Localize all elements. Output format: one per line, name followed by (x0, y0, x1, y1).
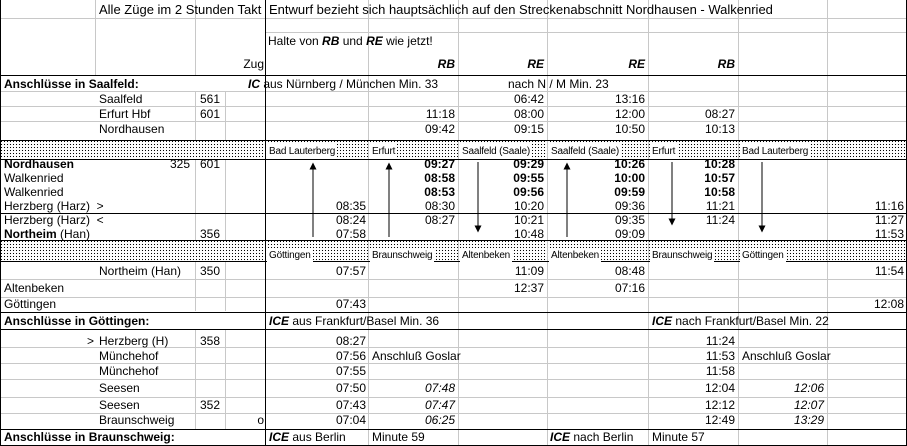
grid-v (195, 261, 196, 311)
time: 12:49 (704, 413, 735, 427)
takt-note: Alle Züge im 2 Stunden Takt (99, 2, 262, 17)
time: 08:00 (513, 107, 544, 121)
time: 09:59 (614, 185, 645, 199)
time: 07:50 (335, 381, 366, 395)
station-name: Walkenried (4, 171, 64, 185)
time: 11:53 (705, 349, 735, 363)
time: 07:04 (335, 413, 366, 427)
time: 12:37 (513, 281, 544, 295)
connection-minute: Minute 59 (372, 430, 425, 444)
grid-v (738, 0, 739, 446)
time: 11:09 (514, 264, 544, 278)
time: 11:24 (705, 334, 735, 348)
ice-connection: ICE nach Frankfurt/Basel Min. 22 (652, 314, 829, 328)
time: 08:27 (704, 107, 735, 121)
direction-label: Braunschweig (372, 250, 433, 261)
grid-v (225, 329, 226, 429)
halte-note: Halte von RB und RE wie jetzt! (268, 34, 433, 48)
direction-label: Erfurt (652, 146, 676, 157)
time: 07:43 (335, 297, 366, 311)
time: 09:55 (513, 171, 544, 185)
direction-arrow: > (87, 334, 95, 348)
grid-v (95, 0, 96, 75)
ice-connection: ICE aus Frankfurt/Basel Min. 36 (269, 314, 440, 328)
time: 09:35 (614, 213, 645, 227)
time: 07:47 (424, 398, 455, 412)
station-name: Herzberg (Harz) < (4, 213, 104, 227)
route-number: 350 (200, 264, 221, 278)
time: 08:30 (424, 199, 455, 213)
time: 08:53 (424, 185, 455, 199)
time: 11:21 (705, 199, 735, 213)
grid-h (0, 18, 907, 19)
time: 12:04 (704, 381, 735, 395)
route-number: 356 (200, 227, 221, 241)
time: 11:16 (874, 199, 904, 213)
ic-departure: nach N / M Min. 23 (508, 77, 609, 91)
direction-label: Göttingen (269, 250, 311, 261)
direction-label: Saalfeld (Saale) (551, 146, 619, 157)
time: 08:58 (424, 171, 455, 185)
rule (0, 75, 907, 76)
time: 07:48 (424, 381, 455, 395)
time: 10:57 (704, 171, 735, 185)
rule (0, 140, 907, 141)
time: 13:16 (614, 92, 645, 106)
time: 11:54 (874, 264, 904, 278)
connection-note: Anschluß Goslar (372, 349, 461, 363)
grid-h (0, 297, 907, 298)
station-name: Herzberg (H) (99, 334, 169, 348)
grid-h (0, 379, 907, 380)
time: 09:56 (513, 185, 544, 199)
time: 09:29 (513, 157, 544, 171)
station-name: Northeim (Han) (4, 227, 91, 241)
station-name: Saalfeld (99, 92, 143, 106)
time: 09:42 (424, 122, 455, 136)
time: 10:58 (704, 185, 735, 199)
time: 08:35 (335, 199, 366, 213)
time: 11:24 (705, 213, 735, 227)
time: 10:20 (513, 199, 544, 213)
saalfeld-heading: Anschlüsse in Saalfeld: (4, 77, 139, 91)
route-number: 561 (200, 92, 221, 106)
time: 09:15 (513, 122, 544, 136)
time: 12:00 (614, 107, 645, 121)
direction-label: Braunschweig (652, 250, 713, 261)
connection-note: Anschluß Goslar (742, 349, 831, 363)
grid-v (225, 159, 226, 241)
route-number: 325 (169, 157, 190, 171)
time: 09:27 (424, 157, 455, 171)
station-name: Seesen (99, 381, 140, 395)
time: 12:08 (873, 297, 904, 311)
time: 08:48 (614, 264, 645, 278)
time: 08:24 (335, 213, 366, 227)
station-name: Münchehof (99, 364, 159, 378)
station-name: Altenbeken (4, 281, 65, 295)
time: 12:07 (793, 398, 824, 412)
direction-label: Altenbeken (551, 250, 600, 261)
route-number: o (257, 413, 264, 427)
time: 11:53 (874, 227, 904, 241)
time: 12:06 (793, 381, 824, 395)
grid-v (195, 159, 196, 241)
time: 11:18 (425, 107, 455, 121)
station-name: Northeim (Han) (99, 264, 182, 278)
station-name: Braunschweig (99, 413, 175, 427)
grid-v (195, 91, 196, 141)
time: 07:58 (335, 227, 366, 241)
direction-label: Erfurt (372, 146, 396, 157)
rule (0, 329, 907, 330)
time: 06:42 (513, 92, 544, 106)
rule-v (0, 0, 1, 446)
time: 10:48 (513, 227, 544, 241)
train-type: RB (437, 57, 455, 71)
station-name: Seesen (99, 398, 140, 412)
direction-label: Bad Lauterberg (742, 146, 809, 157)
direction-label: Saalfeld (Saale) (462, 146, 530, 157)
grid-v (225, 261, 226, 311)
station-name: Nordhausen (99, 122, 165, 136)
train-type: RB (717, 57, 735, 71)
route-number: 352 (200, 398, 221, 412)
time: 13:29 (793, 413, 824, 427)
time: 07:16 (614, 281, 645, 295)
time: 10:21 (513, 213, 544, 227)
connection-minute: Minute 57 (652, 430, 705, 444)
time: 10:28 (704, 157, 735, 171)
time: 07:56 (335, 349, 366, 363)
time: 07:43 (335, 398, 366, 412)
grid-h (265, 32, 907, 33)
station-name: Münchehof (99, 349, 159, 363)
goettingen-heading: Anschlüsse in Göttingen: (4, 314, 150, 328)
time: 08:27 (424, 213, 455, 227)
time: 11:27 (874, 213, 904, 227)
time: 08:27 (335, 334, 366, 348)
time: 09:36 (614, 199, 645, 213)
time: 09:09 (614, 227, 645, 241)
route-number: 601 (200, 107, 221, 121)
braunschweig-heading: Anschlüsse in Braunschweig: (4, 430, 175, 444)
grid-v (195, 329, 196, 429)
direction-label: Bad Lauterberg (269, 146, 336, 157)
time: 10:00 (614, 171, 645, 185)
time: 10:13 (704, 122, 735, 136)
ice-connection: ICE aus Berlin (269, 430, 346, 444)
station-name: Herzberg (Harz) > (4, 199, 104, 213)
time: 11:58 (705, 364, 735, 378)
time: 12:12 (704, 398, 735, 412)
station-name: Erfurt Hbf (99, 107, 151, 121)
time: 06:25 (424, 413, 455, 427)
grid-v (225, 91, 226, 141)
ic-connection: IC aus Nürnberg / München Min. 33 (248, 77, 439, 91)
rule (0, 240, 907, 241)
time: 07:57 (335, 264, 366, 278)
train-type: RE (527, 57, 544, 71)
direction-label: Göttingen (742, 250, 784, 261)
zug-label: Zug (243, 57, 264, 71)
time: 07:55 (335, 364, 366, 378)
station-name: Walkenried (4, 185, 64, 199)
train-type: RE (628, 57, 645, 71)
rule (0, 312, 907, 313)
draft-note: Entwurf bezieht sich hauptsächlich auf den Streckenabschnitt Nordhausen - Walkenried (269, 2, 773, 17)
route-number: 601 (200, 157, 221, 171)
time: 10:26 (614, 157, 645, 171)
ice-connection: ICE nach Berlin (550, 430, 634, 444)
time: 10:50 (614, 122, 645, 136)
route-number: 358 (200, 334, 221, 348)
station-name: Nordhausen (4, 157, 75, 171)
station-name: Göttingen (4, 297, 57, 311)
direction-label: Altenbeken (462, 250, 511, 261)
grid-h (0, 279, 907, 280)
